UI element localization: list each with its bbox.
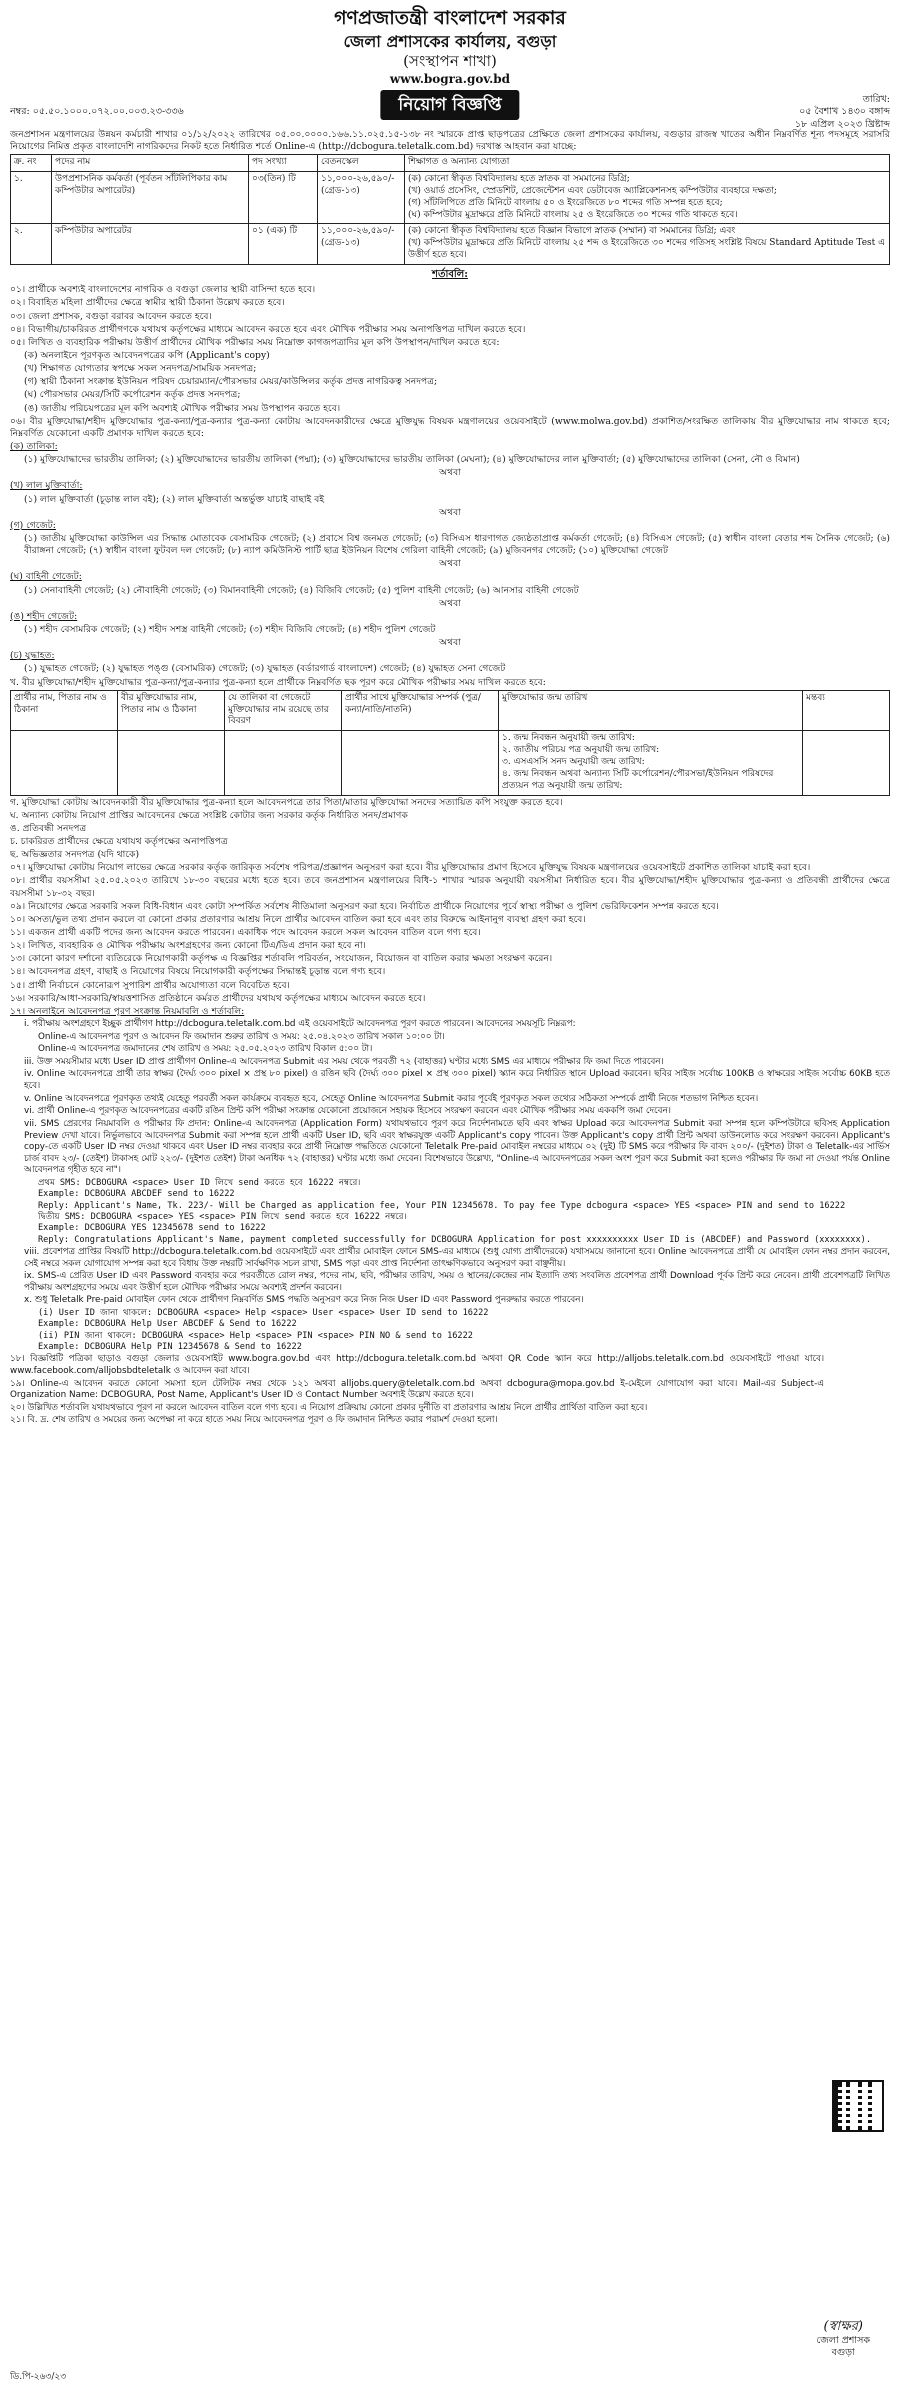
recruitment-notice	[10, 0, 890, 2390]
ff-cell-empty	[342, 731, 499, 795]
signatory-place: বগুড়া	[831, 2347, 855, 2359]
closing-list	[10, 1354, 890, 1427]
header	[10, 6, 890, 88]
ff-cell-empty	[803, 731, 890, 795]
list-item: ১. জন্ম নিবন্ধন অনুযায়ী জন্ম তারিখ:	[502, 733, 635, 744]
or-separator: অথবা	[439, 506, 461, 518]
ff-group-text: (১) লাল মুক্তিবার্তা (চূড়ান্ত লাল বই); (২) লাল মুক্তিবার্তা অন্তর্ভুক্ত যাচাই বাছাই বই	[24, 493, 325, 505]
signature-block	[816, 2318, 870, 2360]
ff-col: যে তালিকা বা গেজেটে মুক্তিযোদ্ধার নাম রয়েছে তার বিবরণ	[225, 690, 342, 731]
freedom-fighter-paragraph: ০৬। বীর মুক্তিযোদ্ধা/শহীদ মুক্তিযোদ্ধার পুত্র-কন্যা/পুত্র-কন্যার পুত্র-কন্যা কোটায় আবেদনকারীদের ক্ষেত্রে মুক্তিযুদ্ধ বিষয়ক মন্ত্রণালয়ের ওয়েবসাইটে (www.molwa.gov.bd) প্রকাশিত/সংরক্ষিত তালিকায় বীর মুক্তিযোদ্ধার নাম থাকতে হবে; নিম্নবর্ণিত যেকোনো একটি প্রমাণক দাখিল করতে হবে:	[10, 415, 890, 439]
ff-col: বীর মুক্তিযোদ্ধার নাম, পিতার নাম ও ঠিকানা	[118, 690, 225, 731]
list-item: ১০। অসত্য/ভুল তথ্য প্রদান করলে বা কোনো প্রকার প্রতারণার আশ্রয় নিলে প্রার্থীর আবেদন বাতিল করা হবে এবং তার বিরুদ্ধে আইনানুগ ব্যবস্থা গ্রহণ করা হবে।	[10, 913, 586, 925]
col-post: পদের নাম	[52, 155, 249, 172]
online-rules-list-2	[10, 1247, 890, 1307]
dp-number: ডি.পি-২৬৩/২৩	[10, 2372, 67, 2383]
list-item: x. শুধু Teletalk Pre-paid মোবাইল ফোন থেকে প্রার্থীগণ নিম্নবর্ণিত SMS পদ্ধতি অনুসরণ করে নিজ নিজ User ID এবং Password পুনরুদ্ধার করতে পারবেন।	[24, 1295, 584, 1306]
ff-table-header	[11, 690, 890, 731]
website-link[interactable]: www.bogra.gov.bd	[389, 71, 511, 86]
list-item: ছ. অভিজ্ঞতার সনদপত্র (যদি থাকে)	[10, 849, 140, 861]
conditions-title: শর্তাবলি:	[432, 269, 468, 281]
table-row	[11, 224, 890, 265]
ff-group-label: (ঙ) শহীদ গেজেট:	[10, 610, 78, 622]
list-item: ৩. এসএসসি সনদ অনুযায়ী জন্ম তারিখ:	[502, 757, 645, 768]
memo-date	[795, 94, 890, 132]
qual-item: (খ) কম্পিউটার মুদ্রাক্ষরে প্রতি মিনিটে বাংলায় ২৫ শব্দ ও ইংরেজিতে ৩০ শব্দের গতিসহ সংশ্লিষ্ট বিষয়ে Standard Aptitude Test এ উত্তীর্ণ হতে হবে।	[408, 238, 885, 261]
col-quals: শিক্ষাগত ও অন্যান্য যোগ্যতা	[405, 155, 890, 172]
ff-group	[10, 571, 890, 583]
ff-table-intro: খ. বীর মুক্তিযোদ্ধা/শহীদ মুক্তিযোদ্ধার পুত্র-কন্যা/পুত্র-কন্যার পুত্র-কন্যা হলে প্রার্থীকে নিম্নবর্ণিত ছক পূরণ করে মৌখিক পরীক্ষার সময় দাখিল করতে হবে:	[10, 676, 546, 688]
conditions-list	[10, 284, 890, 349]
list-item: ১৪। আবেদনপত্র গ্রহণ, বাছাই ও নিয়োগের বিষয়ে নিয়োগকারী কর্তৃপক্ষের সিদ্ধান্তই চূড়ান্ত বলে গণ্য হবে।	[10, 966, 386, 978]
recovery-pin-example: Example: DCBOGURA Help PIN 12345678 & Send to 16222	[38, 1342, 302, 1353]
documents-list	[10, 350, 890, 415]
list-item: ০৩। জেলা প্রশাসক, বগুড়া বরাবর আবেদন করতে হবে।	[10, 310, 212, 322]
signatory-title: জেলা প্রশাসক	[816, 2334, 870, 2346]
ff-group-label: (গ) গেজেট:	[10, 519, 56, 531]
list-item: ০৯। নিয়োগের ক্ষেত্রে সরকারি সকল বিধি-বিধান এবং কোটা সম্পর্কিত সর্বশেষ নীতিমালা অনুসরণ করা হবে। নির্বাচিত প্রার্থীকে নিয়োগের পূর্বে স্বাস্থ্য পরীক্ষা ও পুলিশ ভেরিফিকেশন সম্পন্ন করতে হবে।	[10, 900, 719, 912]
ff-group	[10, 480, 890, 492]
col-count: পদ সংখ্যা	[249, 155, 318, 172]
list-item: ১৮। বিজ্ঞপ্তিটি পত্রিকা ছাড়াও বগুড়া জেলার ওয়েবসাইট www.bogra.gov.bd এবং http://dcbogura.teletalk.com.bd অথবা QR Code স্ক্যান করে http://alljobs.teletalk.com.bd ওয়েবসাইটে পাওয়া যাবে। www.facebook.com/alljobsbdteletalk ও আবেদন করা যাবে।	[10, 1354, 824, 1377]
after-table-list	[10, 797, 890, 862]
table-row	[11, 171, 890, 224]
list-item: iii. উক্ত সময়সীমার মধ্যে User ID প্রাপ্ত প্রার্থীগণ Online-এ আবেদনপত্র Submit এর সময় থেকে পরবর্তী ৭২ (বাহাত্তর) ঘণ্টার মধ্যে SMS এর মাধ্যমে পরীক্ষার ফি জমা দিতে পারবেন।	[24, 1056, 664, 1067]
ff-group-label: (ক) তালিকা:	[10, 440, 58, 452]
post-count: ০৩(তিন) টি	[249, 171, 318, 224]
recovery-instructions	[10, 1308, 890, 1353]
date-label: তারিখ:	[862, 93, 890, 105]
ff-group	[10, 441, 890, 453]
date-bangla: ০৫ বৈশাখ ১৪৩০ বঙ্গাব্দ	[799, 106, 890, 118]
list-item: ২১। বি. দ্র. শেষ তারিখ ও সময়ের জন্য অপেক্ষা না করে হাতে সময় নিয়ে আবেদনপত্র পূরণ ও ফি জমাদান নিশ্চিত করার পরামর্শ দেওয়া হলো।	[10, 1415, 498, 1426]
list-item: (খ) শিক্ষাগত যোগ্যতার স্বপক্ষে সকল সনদপত্র/সাময়িক সনদপত্র;	[24, 363, 257, 375]
ff-col: প্রার্থীর সাথে মুক্তিযোদ্ধার সম্পর্ক (পুত্র/কন্যা/নাতি/নাতনি)	[342, 690, 499, 731]
online-rules-title: ১৭। অনলাইনে আবেদনপত্র পূরণ সংক্রান্ত নিয়মাবলি ও শর্তাবলি:	[10, 1005, 245, 1017]
posts-table-header	[11, 155, 890, 172]
post-scale: ১১,০০০-২৬,৫৯০/- (গ্রেড-১৩)	[318, 224, 405, 265]
list-item: ix. SMS-এ প্রেরিত User ID এবং Password ব্যবহার করে পরবর্তীতে রোল নম্বর, পদের নাম, ছবি, পরীক্ষার তারিখ, সময় ও স্থানের/কেন্দ্রের নাম ইত্যাদি তথ্য সংবলিত প্রবেশপত্র প্রার্থী Download পূর্বক প্রিন্ট করে নেবেন। প্রার্থী প্রবেশপত্রটি লিখিত পরীক্ষায় অংশগ্রহণের সময়ে এবং উত্তীর্ণ হলে মৌখিক পরীক্ষার সময়ে অবশ্যই প্রদর্শন করবেন।	[24, 1271, 890, 1293]
list-item: ঘ. অন্যান্য কোটায় নিয়োগ প্রাপ্তির আবেদনের ক্ষেত্রে সংশ্লিষ্ট কোটার জন্য সরকার কর্তৃক নির্ধারিত সনদ/প্রমাণক	[10, 809, 408, 821]
list-item: ১৯। Online-এ আবেদন করতে কোনো সমস্যা হলে টেলিটক নম্বর থেকে ১২১ অথবা alljobs.query@teletalk.com.bd অথবা dcbogura@mopa.gov.bd ই-মেইলে যোগাযোগ করা যাবে। Mail-এর Subject-এ Organization Name: DCBOGURA, Post Name, Applicant's User ID ও Contact Number অবশ্যই উল্লেখ করতে হবে।	[10, 1378, 824, 1401]
list-item: ৪. জন্ম নিবন্ধন অথবা অন্যান্য সিটি কর্পোরেশন/পৌরসভা/ইউনিয়ন পরিষদের প্রত্যয়ন পত্র অনুযায়ী জন্ম তারিখ:	[502, 768, 774, 791]
post-sl: ১.	[11, 171, 52, 224]
list-item: iv. Online আবেদনপত্রে প্রার্থী তার স্বাক্ষর (দৈর্ঘ্য ৩০০ pixel × প্রস্থ ৮০ pixel) ও রঙিন ছবি (দৈর্ঘ্য ৩০০ pixel × প্রস্থ ৩০০ pixel) স্ক্যান করে নির্ধারিত স্থানে Upload করবেন। ছবির সাইজ সর্বোচ্চ 100KB ও স্বাক্ষরের সাইজ সর্বোচ্চ 60KB হতে হবে।	[24, 1069, 890, 1092]
recovery-userid-example: Example: DCBOGURA Help User ABCDEF & Send to 16222	[38, 1319, 297, 1330]
col-scale: বেতনস্কেল	[318, 155, 405, 172]
qual-item: (ক) কোনো স্বীকৃত বিশ্ববিদ্যালয় হতে স্নাতক বা সমমানের ডিগ্রি;	[408, 173, 630, 184]
post-count: ০১ (এক) টি	[249, 224, 318, 265]
list-item: vii. SMS প্রেরণের নিয়মাবলি ও পরীক্ষার ফি প্রদান: Online-এ আবেদনপত্র (Application Form) যথাযথভাবে পূরণ করে নির্দেশনামতে ছবি এবং স্বাক্ষর Upload করে আবেদনপত্র Submit করা সম্পন্ন হলে কম্পিউটারে ছবিসহ Application Preview দেখা যাবে। নির্ভুলভাবে আবেদনপত্র Submit করা সম্পন্ন হলে প্রার্থী একটি User ID, ছবি এবং স্বাক্ষরযুক্ত একটি Applicant's copy পাবেন। উক্ত Applicant's copy প্রার্থী প্রিন্ট অথবা ডাউনলোড করে সংরক্ষণ করবেন। Applicant's copy-তে একটি User ID নম্বর দেওয়া থাকবে এবং User ID নম্বর ব্যবহার করে প্রার্থী নিম্নোক্ত পদ্ধতিতে যেকোনো Teletalk Pre-paid মোবাইল নম্বরের মাধ্যমে ০২ (দুই) টি SMS করে পরীক্ষার ফি বাবদ ২০০/- (দুইশত) টাকা ও Teletalk-এর সার্ভিস চার্জ বাবদ ২৩/- (তেইশ) টাকাসহ মোট ২২৩/- (দুইশত তেইশ) টাকা অনধিক ৭২ (বাহাত্তর) ঘণ্টার মধ্যে জমা দেবেন। বিশেষভাবে উল্লেখ্য, "Online-এ আবেদনপত্রের সকল অংশ পূরণ করে Submit করা হলেও পরীক্ষার ফি জমা না দেওয়া পর্যন্ত Online আবেদনপত্র গৃহীত হবে না"।	[24, 1118, 890, 1176]
ff-group-label: (খ) লাল মুক্তিবার্তা:	[10, 480, 83, 492]
sms-reply-1: Reply: Applicant's Name, Tk. 223/- Will be Charged as application fee, Your PIN 12345678. To pay fee Type dcbogura <space> YES <space> PIN and send to 16222	[38, 1200, 846, 1211]
list-item: ১১। একজন প্রার্থী একটি পদের জন্য আবেদন করতে পারবেন। একাধিক পদে আবেদন করলে সকল আবেদন বাতিল বলে গণ্য হবে।	[10, 927, 481, 939]
ff-col: মন্তব্য	[803, 690, 890, 731]
ff-group-text: (১) শহীদ বেসামরিক গেজেট; (২) শহীদ সশস্ত্র বাহিনী গেজেট; (৩) শহীদ বিজিবি গেজেট; (৪) শহীদ পুলিশ গেজেট	[24, 623, 436, 635]
ff-cell-empty	[118, 731, 225, 795]
notice-banner: নিয়োগ বিজ্ঞপ্তি	[380, 90, 519, 120]
posts-table	[10, 154, 890, 265]
intro-paragraph: জনপ্রশাসন মন্ত্রণালয়ের উন্নয়ন কর্মচারী শাখার ০১/১২/২০২২ তারিখের ০৫.০০.০০০০.১৬৬.১১.০২৫.১৫-১৩৮ নং স্মারকে প্রাপ্ত ছাড়পত্রের প্রেক্ষিতে জেলা প্রশাসকের কার্যালয়, বগুড়ার রাজস্ব খাতের অধীন নিম্নবর্ণিত শূন্য পদসমূহে সরাসরি নিয়োগের নিমিত্ত প্রকৃত বাংলাদেশি নাগরিকদের নিকট হতে নির্ধারিত শর্তে Online-এ (http://dcbogura.teletalk.com.bd) দরখাস্ত আহবান করা যাচ্ছে:	[10, 128, 890, 152]
sms-instructions	[10, 1178, 890, 1246]
qual-item: (ক) কোনো স্বীকৃত বিশ্ববিদ্যালয় হতে বিজ্ঞান বিভাগে স্নাতক (সম্মান) বা সমমানের ডিগ্রি; এবং	[408, 226, 736, 237]
qual-item: (খ) ওয়ার্ড প্রসেসিং, স্প্রেডশিট, প্রেজেন্টেশন এবং ডেটাবেজ অ্যাপ্লিকেশনসহ কম্পিউটার ব্যবহারে দক্ষতা;	[408, 185, 777, 196]
list-item: ১৩। কোনো কারণ দর্শানো ব্যতিরেকে নিয়োগকারী কর্তৃপক্ষ এ বিজ্ঞপ্তির শর্তাবলি পরিবর্তন, সংযোজন, বিয়োজন বা বাতিল করার ক্ষমতা সংরক্ষণ করেন।	[10, 953, 553, 965]
list-item: viii. প্রবেশপত্র প্রাপ্তির বিষয়টি http://dcbogura.teletalk.com.bd ওয়েবসাইটে এবং প্রার্থীর মোবাইল ফোনে SMS-এর মাধ্যমে (শুধু যোগ্য প্রার্থীদেরকে) যথাসময়ে জানানো হবে। Online আবেদনপত্রে প্রার্থী যে মোবাইল ফোন নম্বর প্রদান করবেন, সেই নম্বরে সকল যোগাযোগ সম্পন্ন করা হবে বিধায় উক্ত নম্বরটি সার্বক্ষণিক সচল রাখা, SMS পড়া এবং প্রাপ্ত নির্দেশনা তাৎক্ষণিকভাবে অনুসরণ করা বাঞ্ছনীয়।	[24, 1247, 890, 1269]
post-name: কম্পিউটার অপারেটর	[52, 224, 249, 265]
sms-second-example: Example: DCBOGURA YES 12345678 send to 16222	[38, 1223, 266, 1234]
ff-group	[10, 650, 890, 662]
memo-bar	[10, 88, 890, 128]
list-item: ০২। বিবাহিত মহিলা প্রার্থীদের ক্ষেত্রে স্বামীর স্থায়ী ঠিকানা উল্লেখ করতে হবে।	[10, 297, 285, 309]
list-item: vi. প্রার্থী Online-এ পূরণকৃত আবেদনপত্রের একটি রঙিন প্রিন্ট কপি পরীক্ষা সংক্রান্ত যেকোনো প্রয়োজনে সহায়ক হিসেবে সংরক্ষণ করবেন এবং মৌখিক পরীক্ষার সময় এককপি জমা দেবেন।	[24, 1106, 671, 1117]
ff-group-text: (১) সেনাবাহিনী গেজেট; (২) নৌবাহিনী গেজেট; (৩) বিমানবাহিনী গেজেট; (৪) বিজিবি গেজেট; (৫) পুলিশ বাহিনী গেজেট; (৬) আনসার বাহিনী গেজেট	[24, 584, 579, 596]
list-item: ১৫। প্রার্থী নির্বাচনে কোনোরূপ সুপারিশ প্রার্থীর অযোগ্যতা বলে বিবেচিত হবে।	[10, 979, 290, 991]
list-item: (ঘ) পৌরসভার মেয়র/সিটি কর্পোরেশন কর্তৃক প্রদত্ত সনদপত্র;	[24, 389, 241, 401]
ff-table	[10, 690, 890, 796]
ff-group-text: (১) যুদ্ধাহত গেজেট; (২) যুদ্ধাহত পঙ্গু (বেসামরিক) গেজেট; (৩) যুদ্ধাহত (বর্ডারগার্ড বাংলাদেশ) গেজেট; (৪) যুদ্ধাহত সেনা গেজেট	[24, 663, 506, 675]
ff-group	[10, 611, 890, 623]
post-quals	[405, 224, 890, 265]
or-separator: অথবা	[439, 558, 461, 570]
list-item: (গ) স্থায়ী ঠিকানা সংক্রান্ত ইউনিয়ন পরিষদ চেয়ারম্যান/পৌরসভার মেয়র/কাউন্সিলর কর্তৃক প্রদত্ত নাগরিকত্ব সনদপত্র;	[24, 376, 438, 388]
sms-first-label: প্রথম SMS: DCBOGURA <space> User ID লিখে send করতে হবে 16222 নম্বরে।	[38, 1177, 361, 1188]
sms-reply-2: Reply: Congratulations Applicant's Name, payment completed successfully for DCBOGURA Application for post xxxxxxxxxx User ID is (ABCDEF) and Password (xxxxxxxx).	[38, 1234, 871, 1245]
ff-cell-empty	[225, 731, 342, 795]
list-item: i. পরীক্ষায় অংশগ্রহণে ইচ্ছুক প্রার্থীগণ http://dcbogura.teletalk.com.bd এই ওয়েবসাইটে আবেদনপত্র পূরণ করতে পারবেন। আবেদনের সময়সূচি নিম্নরূপ:	[24, 1019, 576, 1030]
list-item: ০৮। প্রার্থীর বয়সসীমা ২৫.০৫.২০২৩ তারিখে ১৮-৩০ বছরের মধ্যে হতে হবে। তবে জনপ্রশাসন মন্ত্রণালয়ের বিধি-১ শাখার স্মারক অনুযায়ী বয়সসীমা নির্ধারিত হবে। বীর মুক্তিযোদ্ধা/শহীদ মুক্তিযোদ্ধার পুত্র-কন্যা ও প্রতিবন্ধী প্রার্থীদের ক্ষেত্রে বয়সসীমা ১৮-৩২ বছর।	[10, 875, 890, 899]
list-item: (ঙ) জাতীয় পরিচয়পত্রের মূল কপি অবশ্যই মৌখিক পরীক্ষার সময় উপস্থাপন করতে হবে।	[24, 402, 341, 414]
list-item: চ. চাকরিরত প্রার্থীদের ক্ষেত্রে যথাযথ কর্তৃপক্ষের অনাপত্তিপত্র	[10, 836, 228, 848]
memo-number: নম্বর: ০৫.৫০.১০০০.০৭২.০০.০০৩.২৩-৩৩৬	[10, 105, 184, 117]
list-item: ২০। উল্লিখিত শর্তাবলি যথাযথভাবে পূরণ না করলে আবেদন বাতিল বলে গণ্য হবে। এ নিয়োগ প্রক্রিয়ায় কোনো প্রকার দুর্নীতি বা প্রতারণার আশ্রয় নিলে প্রার্থীর প্রার্থিতা বাতিল করা হবে।	[10, 1402, 648, 1413]
list-item: গ. মুক্তিযোদ্ধা কোটায় আবেদনকারী বীর মুক্তিযোদ্ধার পুত্র-কন্যা হলে আবেদনপত্রে তার পিতা/মাতার মুক্তিযোদ্ধা সনদের সত্যায়িত কপি সংযুক্ত করতে হবে।	[10, 796, 563, 808]
list-item: ০৫। লিখিত ও ব্যবহারিক পরীক্ষায় উত্তীর্ণ প্রার্থীদের মৌখিক পরীক্ষার সময় নিম্নোক্ত কাগজপত্রাদির মূল কপি উপস্থাপন/দাখিল করতে হবে:	[10, 336, 500, 348]
govt-title: গণপ্রজাতন্ত্রী বাংলাদেশ সরকার	[334, 7, 566, 29]
or-separator: অথবা	[439, 637, 461, 649]
list-item: ১৬। সরকারি/আধা-সরকারি/স্বায়ত্তশাসিত প্রতিষ্ঠানে কর্মরত প্রার্থীদের যথাযথ কর্তৃপক্ষের মাধ্যমে আবেদন করতে হবে।	[10, 992, 426, 1004]
table-row	[11, 731, 890, 795]
or-separator: অথবা	[439, 597, 461, 609]
post-scale: ১১,০০০-২৬,৫৯০/- (গ্রেড-১৩)	[318, 171, 405, 224]
ff-group-list	[10, 441, 890, 676]
ff-group-text: (১) মুক্তিযোদ্ধাদের ভারতীয় তালিকা; (২) মুক্তিযোদ্ধাদের ভারতীয় তালিকা (পদ্মা); (৩) মুক্তিযোদ্ধাদের ভারতীয় তালিকা (মেঘনা); (৪) মুক্তিযোদ্ধাদের লাল মুক্তিবার্তা; (৫) মুক্তিযোদ্ধাদের তালিকা (সেনা, নৌ ও বিমান)	[24, 454, 800, 466]
post-sl: ২.	[11, 224, 52, 265]
list-item: Online-এ আবেদনপত্র পূরণ ও আবেদন ফি জমাদান শুরুর তারিখ ও সময়: ২৫.০৪.২০২৩ তারিখ সকাল ১০:০০ টা।	[38, 1031, 445, 1042]
sms-first-example: Example: DCBOGURA ABCDEF send to 16222	[38, 1189, 235, 1200]
ff-col: মুক্তিযোদ্ধার জন্ম তারিখ	[499, 690, 803, 731]
sms-second-label: দ্বিতীয় SMS: DCBOGURA <space> YES <space> PIN লিখে send করতে হবে 16222 নম্বরে।	[38, 1211, 407, 1222]
more-conditions-list	[10, 862, 890, 1005]
list-item: v. Online আবেদনপত্রে পূরণকৃত তথ্যই যেহেতু পরবর্তী সকল কার্যক্রমে ব্যবহৃত হবে, সেহেতু Online আবেদনপত্র Submit করার পূর্বেই পূরণকৃত সকল তথ্যের সঠিকতা সম্পর্কে প্রার্থী নিজে শতভাগ নিশ্চিত হবেন।	[24, 1093, 759, 1104]
ff-group-label: (ঘ) বাহিনী গেজেট:	[10, 571, 82, 583]
recovery-pin-label: (ii) PIN জানা থাকলে: DCBOGURA <space> Help <space> PIN <space> PIN NO & send to 16222	[38, 1330, 473, 1341]
date-english: ১৮ এপ্রিল ২০২৩ খ্রিষ্টাব্দ	[794, 118, 890, 130]
list-item: ০৪। বিভাগীয়/চাকরিরত প্রার্থীগণকে যথাযথ কর্তৃপক্ষের মাধ্যমে আবেদন করতে হবে এবং মৌখিক পরীক্ষার সময় অনাপত্তিপত্র দাখিল করতে হবে।	[10, 323, 526, 335]
list-item: (ক) অনলাইনে পূরণকৃত আবেদনপত্রের কপি (Applicant's copy)	[24, 349, 270, 361]
list-item: ঙ. প্রতিবন্ধী সনদপত্র	[10, 822, 87, 834]
ff-group-label: (চ) যুদ্ধাহত:	[10, 650, 55, 662]
ff-dob-list	[499, 731, 803, 795]
qr-code-icon[interactable]	[832, 2080, 884, 2132]
qual-item: (গ) সাঁটলিপিতে প্রতি মিনিটে বাংলায় ৫০ ও ইংরেজিতে ৮০ শব্দের গতি সম্পন্ন হতে হবে;	[408, 197, 723, 208]
list-item: ২. জাতীয় পরিচয় পত্র অনুযায়ী জন্ম তারিখ:	[502, 745, 660, 756]
list-item: ১২। লিখিত, ব্যবহারিক ও মৌখিক পরীক্ষায় অংশগ্রহণের জন্য কোনো টিএ/ডিএ প্রদান করা হবে না।	[10, 940, 366, 952]
ff-cell-empty	[11, 731, 118, 795]
or-separator: অথবা	[439, 467, 461, 479]
post-name: উপপ্রশাসনিক কর্মকর্তা (পূর্বতন সাঁটলিপিকার কাম কম্পিউটার অপারেটর)	[52, 171, 249, 224]
col-sl: ক্র. নং	[11, 155, 52, 172]
list-item: Online-এ আবেদনপত্র জমাদানের শেষ তারিখ ও সময়: ২৫.০৫.২০২৩ তারিখ বিকাল ৫:০০ টা।	[38, 1044, 373, 1055]
online-rules-list	[10, 1019, 890, 1177]
ff-col: প্রার্থীর নাম, পিতার নাম ও ঠিকানা	[11, 690, 118, 731]
post-quals	[405, 171, 890, 224]
signature: (স্বাক্ষর)	[823, 2318, 863, 2334]
recovery-userid-label: (i) User ID জানা থাকলে: DCBOGURA <space> Help <space> User <space> User ID send to 16222	[38, 1308, 489, 1319]
branch-title: (সংস্থাপন শাখা)	[403, 52, 497, 71]
office-title: জেলা প্রশাসকের কার্যালয়, বগুড়া	[343, 32, 557, 52]
ff-group	[10, 520, 890, 532]
ff-group-text: (১) জাতীয় মুক্তিযোদ্ধা কাউন্সিল এর সিদ্ধান্ত মোতাবেক বেসামরিক গেজেট; (২) প্রবাসে বিশ্ব জনমত গেজেট; (৩) বিসিএস ধারণাগত জ্যেষ্ঠতাপ্রাপ্ত কর্মকর্তা গেজেট; (৪) বিসিএস গেজেট; (৫) স্বাধীন বাংলা বেতার শব্দ সৈনিক গেজেট; (৬) বীরাঙ্গনা গেজেট; (৭) স্বাধীন বাংলা ফুটবল দল গেজেট; (৮) ন্যাপ কমিউনিস্ট পার্টি ছাত্র ইউনিয়ন বিশেষ গেরিলা বাহিনী গেজেট; (৯) মুজিবনগর গেজেট; (১০) মুক্তিযোদ্ধা গেজেট	[24, 532, 890, 557]
list-item: ০১। প্রার্থীকে অবশ্যই বাংলাদেশের নাগরিক ও বগুড়া জেলার স্থায়ী বাসিন্দা হতে হবে।	[10, 284, 316, 296]
qual-item: (ঘ) কম্পিউটার মুদ্রাক্ষরে প্রতি মিনিটে বাংলায় ২৫ ও ইংরেজিতে ৩০ শব্দের গতি থাকতে হবে।	[408, 209, 738, 220]
list-item: ০৭। মুক্তিযোদ্ধা কোটায় নিয়োগ লাভের ক্ষেত্রে সরকার কর্তৃক জারিকৃত সর্বশেষ পরিপত্র/প্রজ্ঞাপন অনুসরণ করা হবে। বীর মুক্তিযোদ্ধার প্রমাণ হিসেবে মুক্তিযুদ্ধ বিষয়ক মন্ত্রণালয়ের ওয়েবসাইটে প্রকাশিত তালিকা যাচাই করা হবে।	[10, 862, 811, 874]
